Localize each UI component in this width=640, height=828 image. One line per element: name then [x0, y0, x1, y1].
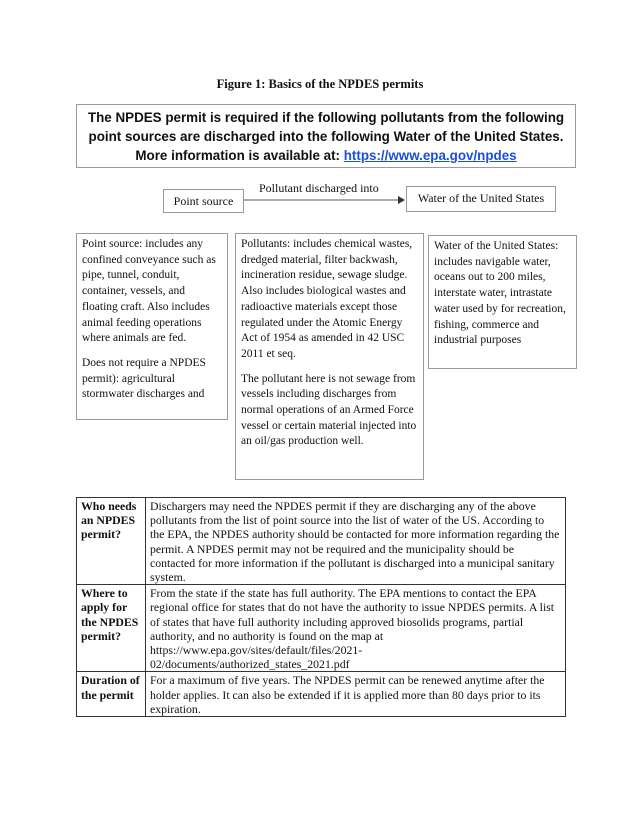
- banner-line-2: point sources are discharged into the following Water of the United States.: [88, 129, 564, 144]
- pollutants-description: [235, 233, 424, 480]
- point-source-text: Point source: includes any confined conveyance such as pipe, tunnel, conduit, container, vessels, and floating craft. Also includes animal feeding operations where animals are fed.: [82, 238, 216, 345]
- point-source-node: Point source: [163, 189, 244, 213]
- point-source-description: [76, 233, 228, 420]
- row-body: From the state if the state has full authority. The EPA mentions to contact the EPA regional office for states that do not have the authority to issue NPDES permits. A list of states that have full authority including approved biosolids programs, partial authority, and no authority is found on the map at https://www.epa.gov/sites/default/files/2021-02/documents/authorized_states_2021.pdf: [146, 585, 566, 672]
- pollutants-text: Pollutants: includes chemical wastes, dredged material, filter backwash, incineration residue, sewage sludge. Also includes biological wastes and radioactive materials except those regulated under the Atomic Energy Act of 1954 as amended in 42 USC 2011 et seq.: [241, 238, 413, 360]
- edge-label: Pollutant discharged into: [259, 181, 379, 195]
- banner-link-prefix: More information is available at:: [135, 148, 344, 163]
- figure-title: Figure 1: Basics of the NPDES permits: [216, 77, 424, 91]
- point-source-exemption-text: Does not require a NPDES permit): agricultural stormwater discharges and: [82, 356, 206, 401]
- pollutants-exclusion-text: The pollutant here is not sewage from vessels including discharges from normal operations of an Armed Force vessel or certain material injected into an oil/gas production well.: [241, 372, 417, 448]
- summary-banner: [76, 104, 576, 168]
- table-row: [77, 498, 566, 585]
- water-text: Water of the United States: includes navigable water, oceans out to 200 miles, interstate water, intrastate water used by for recreation, fishing, commerce and industrial purposes: [434, 240, 566, 347]
- row-body: For a maximum of five years. The NPDES permit can be renewed anytime after the holder applies. It can also be extended if it is applied more than 80 days prior to its expiration.: [146, 672, 566, 717]
- flow-arrow: [244, 192, 406, 208]
- banner-line-3: [77, 146, 575, 165]
- row-heading: Duration of the permit: [77, 672, 146, 717]
- table-row: [77, 672, 566, 717]
- row-heading: Who needs an NPDES permit?: [77, 498, 146, 585]
- row-body: Dischargers may need the NPDES permit if they are discharging any of the above pollutants from the list of point source into the list of water of the US. According to the EPA, the NPDES authority should be contacted for more information regarding the permit. A NPDES permit may not be required and the municipality should be contacted for more information if the pollutant is discharged into a municipal sanitary system.: [146, 498, 566, 585]
- epa-npdes-link[interactable]: https://www.epa.gov/npdes: [343, 148, 517, 163]
- water-node: Water of the United States: [406, 186, 556, 212]
- table-row: [77, 585, 566, 672]
- permit-info-table: [76, 497, 566, 717]
- water-description: [428, 235, 577, 369]
- banner-line-1: The NPDES permit is required if the following pollutants from the following: [87, 110, 565, 125]
- row-heading: Where to apply for the NPDES permit?: [77, 585, 146, 672]
